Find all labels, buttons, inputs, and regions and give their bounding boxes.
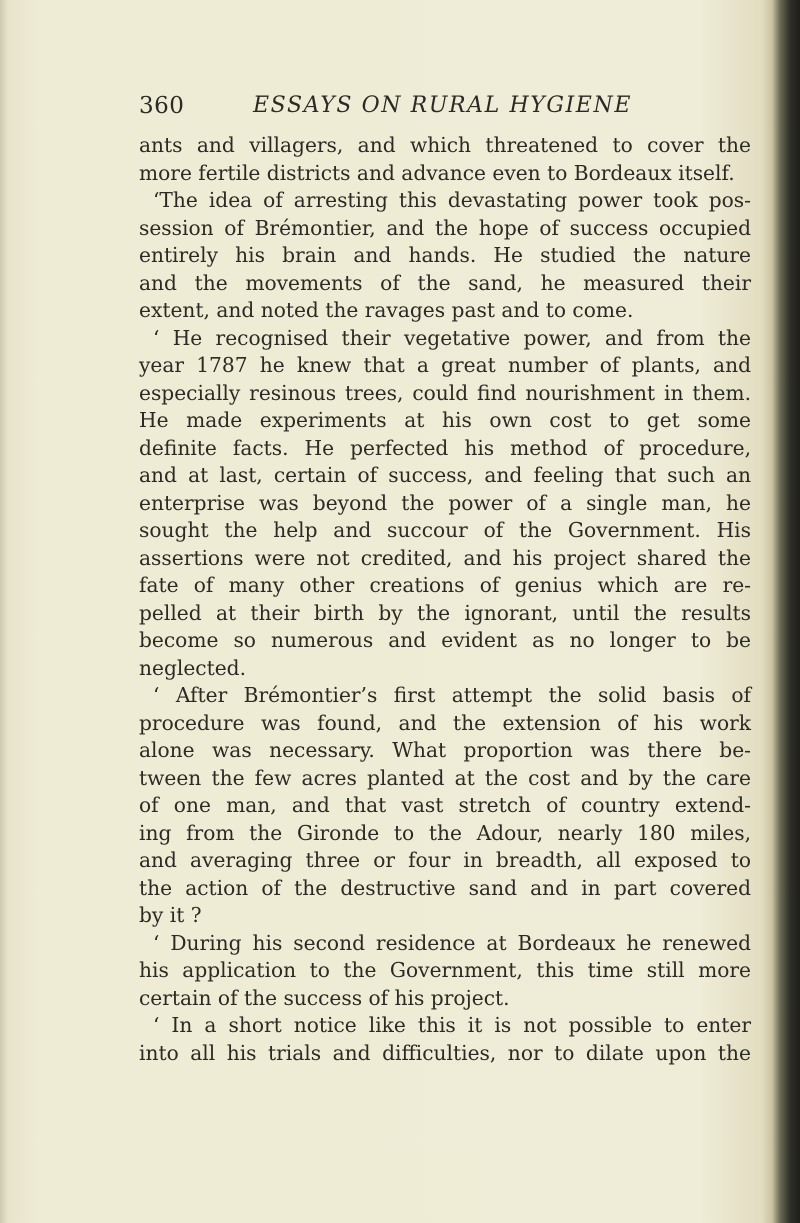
text-line: definite facts. He perfected his method of procedure, xyxy=(139,435,751,460)
page-header xyxy=(139,93,759,123)
text-line: and the movements of the sand, he measured their xyxy=(139,270,751,295)
text-line: more fertile districts and advance even to Bordeaux itself. xyxy=(139,160,735,185)
text-line: and at last, certain of success, and feeling that such an xyxy=(139,463,751,487)
gutter-shadow xyxy=(0,0,8,1223)
running-title: ESSAYS ON RURAL HYGIENE xyxy=(253,93,632,118)
text-line: session of Brémontier, and the hope of success occupied xyxy=(139,215,751,240)
text-line: and averaging three or four in breadth, all exposed to xyxy=(139,848,751,872)
text-line: by it ? xyxy=(139,903,202,927)
text-line: assertions were not credited, and his project shared the xyxy=(139,545,751,570)
text-line: ‘ During his second residence at Bordeaux he renewed xyxy=(153,930,751,955)
text-line: become so numerous and evident as no longer to be xyxy=(139,628,751,652)
text-line: extent, and noted the ravages past and to come. xyxy=(139,298,634,322)
text-line: into all his trials and difficulties, nor to dilate upon the xyxy=(139,1040,751,1065)
text-line: ants and villagers, and which threatened to cover the xyxy=(139,133,751,157)
text-line: year 1787 he knew that a great number of plants, and xyxy=(139,353,751,377)
text-line: He made experiments at his own cost to get some xyxy=(139,408,751,432)
text-line: his application to the Government, this time still more xyxy=(139,958,751,982)
text-line: fate of many other creations of genius which are re- xyxy=(139,573,751,597)
page-number: 360 xyxy=(139,93,185,119)
text-line: neglected. xyxy=(139,655,246,680)
text-line: ‘ In a short notice like this it is not possible to enter xyxy=(153,1013,751,1037)
text-line: ‘ He recognised their vegetative power, and from the xyxy=(153,325,751,350)
text-line: the action of the destructive sand and in part covered xyxy=(139,875,751,900)
text-line: tween the few acres planted at the cost and by the care xyxy=(139,765,751,790)
text-line: ing from the Gironde to the Adour, nearly 180 miles, xyxy=(139,820,751,845)
text-line: ‘ After Brémontier’s first attempt the solid basis of xyxy=(153,683,751,707)
text-line: certain of the success of his project. xyxy=(139,985,510,1010)
text-line: entirely his brain and hands. He studied the nature xyxy=(139,243,751,267)
text-line: ‘The idea of arresting this devastating power took pos- xyxy=(153,188,751,212)
text-line: of one man, and that vast stretch of country extend- xyxy=(139,793,751,817)
text-line: sought the help and succour of the Government. His xyxy=(139,518,751,542)
text-line: especially resinous trees, could find nourishment in them. xyxy=(139,380,751,405)
text-line: alone was necessary. What proportion was there be- xyxy=(139,738,751,762)
text-line: enterprise was beyond the power of a single man, he xyxy=(139,490,751,515)
text-line: procedure was found, and the extension of his work xyxy=(139,710,751,735)
body-text xyxy=(139,132,751,1067)
text-line: pelled at their birth by the ignorant, until the results xyxy=(139,600,751,625)
